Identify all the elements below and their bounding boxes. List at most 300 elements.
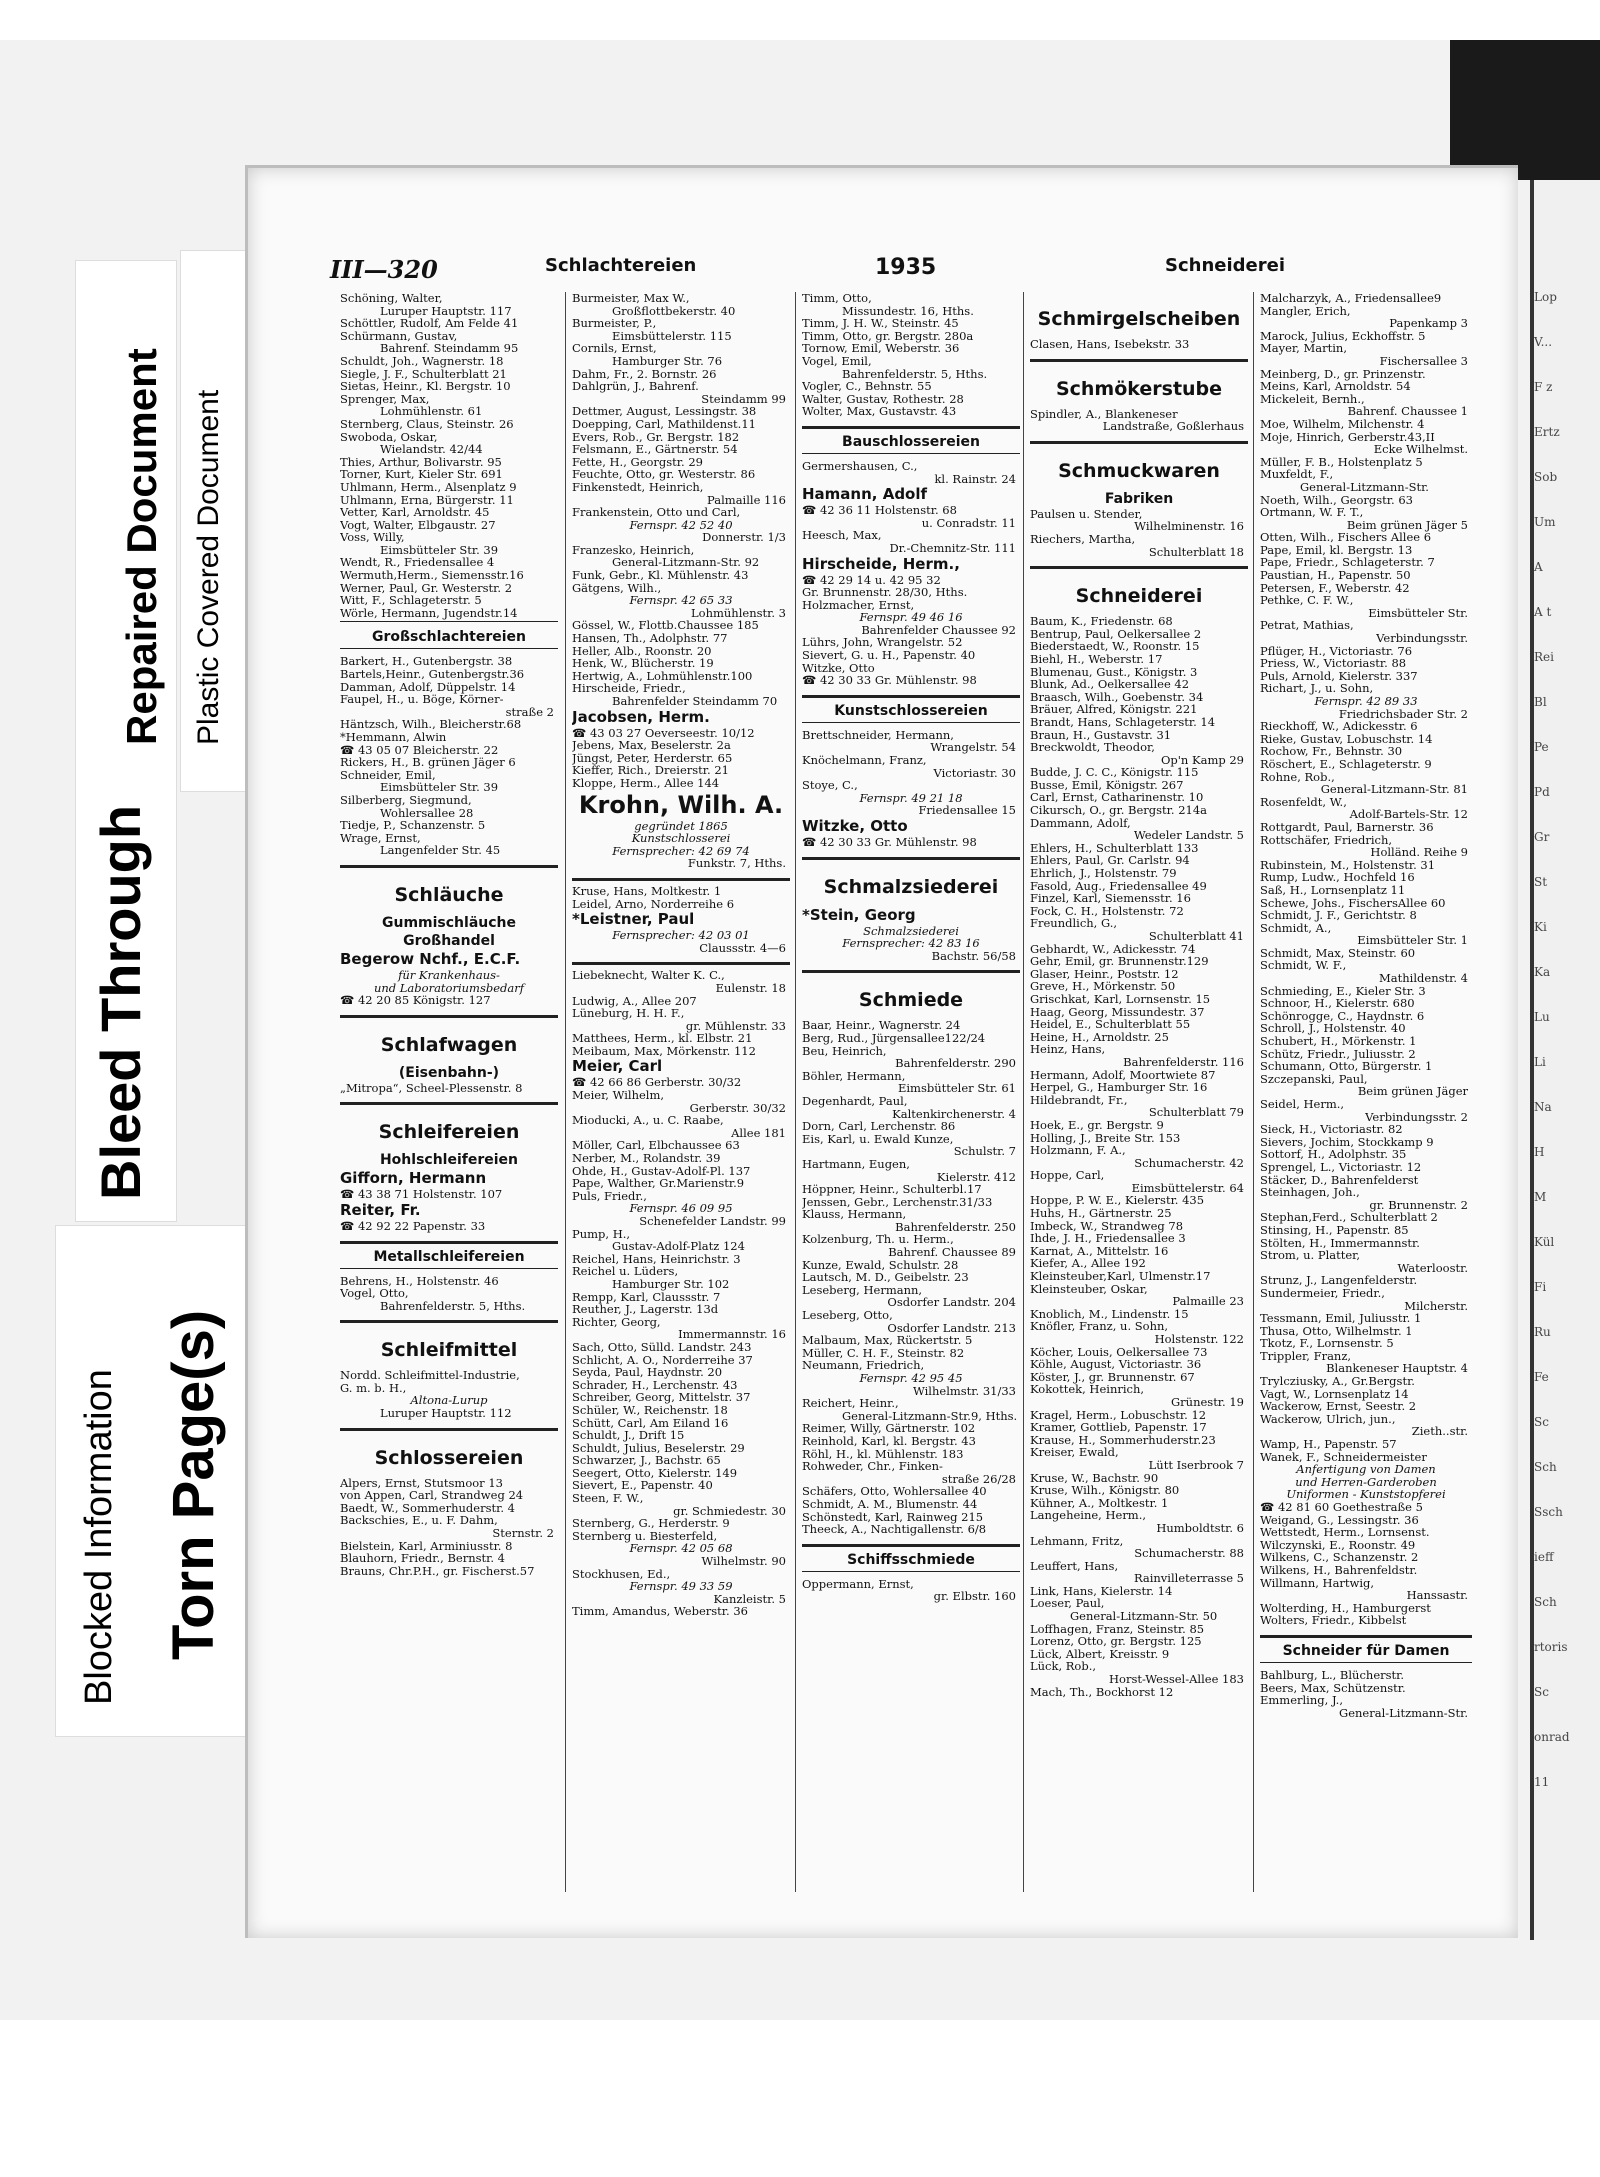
adjacent-page-fragment: rtoris bbox=[1534, 1640, 1568, 1654]
directory-entry: Timm, Otto, bbox=[802, 292, 872, 305]
entry-continuation: Blankeneser Hauptstr. 4 bbox=[1326, 1361, 1468, 1376]
directory-entry: Mioducki, A., u. C. Raabe, bbox=[572, 1113, 724, 1128]
directory-entry: Häntzsch, Wilh., Bleicherstr.68 bbox=[340, 717, 522, 732]
section-thin-rule bbox=[802, 722, 1020, 723]
entry-note: Fernspr. 49 21 18 bbox=[859, 790, 963, 805]
directory-entry: Greve, H., Mörkenstr. 50 bbox=[1030, 979, 1176, 994]
entry-note: Fernspr. 42 65 33 bbox=[629, 593, 733, 608]
entry-continuation: Lütt Iserbrook 7 bbox=[1148, 1457, 1244, 1472]
section-heading: Schmiede bbox=[858, 989, 964, 1012]
header-year: 1935 bbox=[875, 255, 937, 280]
directory-entry: Kieffer, Rich., Dreierstr. 21 bbox=[572, 763, 729, 778]
entry-continuation: Friedensallee 15 bbox=[918, 803, 1016, 818]
entry-note: Fernspr. 46 09 95 bbox=[629, 1201, 733, 1216]
directory-entry: Blauhorn, Friedr., Bernstr. 4 bbox=[340, 1551, 506, 1566]
directory-entry: Pethke, C. F. W., bbox=[1260, 593, 1354, 608]
entry-continuation: Palmaille 23 bbox=[1172, 1294, 1244, 1309]
directory-entry: Leuffert, Hans, bbox=[1030, 1558, 1119, 1573]
directory-entry: Spindler, A., Blankeneser bbox=[1030, 406, 1178, 421]
entry-continuation: Donnerstr. 1/3 bbox=[702, 530, 786, 545]
directory-entry: Rump, Ludw., Hochfeld 16 bbox=[1260, 870, 1415, 885]
section-subheading: Schiffsschmiede bbox=[847, 1551, 975, 1568]
entry-continuation: gr. Elbstr. 160 bbox=[933, 1589, 1016, 1604]
entry-note: und Herren-Garderoben bbox=[1295, 1474, 1437, 1489]
adjacent-page-fragment: Pd bbox=[1534, 785, 1550, 799]
section-rule bbox=[802, 1544, 1020, 1547]
directory-entry: G. m. b. H., bbox=[340, 1380, 407, 1395]
entry-note: und Laboratoriumsbedarf bbox=[373, 980, 525, 995]
directory-entry: Schütt, Carl, Am Eiland 16 bbox=[572, 1415, 729, 1430]
entry-continuation: Victoriastr. 30 bbox=[933, 765, 1016, 780]
adjacent-page-fragment: Sch bbox=[1534, 1460, 1557, 1474]
section-heading: Schneiderei bbox=[1075, 585, 1203, 608]
section-subheading: Großhandel bbox=[403, 932, 495, 949]
directory-entry: Loeser, Paul, bbox=[1030, 1596, 1105, 1611]
directory-entry: Walter, Gustav, Rothestr. 28 bbox=[802, 391, 964, 406]
entry-continuation: Hamburger Str. 76 bbox=[612, 353, 723, 368]
directory-entry: ☎ 43 05 07 Bleicherstr. 22 bbox=[340, 742, 499, 757]
directory-entry: Stäcker, D., Bahrenfelderst bbox=[1260, 1172, 1419, 1187]
directory-entry: Schmidt, A. M., Blumenstr. 44 bbox=[802, 1496, 978, 1511]
entry-continuation: Beim grünen Jäger 5 bbox=[1346, 517, 1468, 532]
directory-entry: Saß, H., Lornsenplatz 11 bbox=[1260, 882, 1406, 897]
adjacent-page-fragment: Pe bbox=[1534, 740, 1549, 754]
directory-entry: Lautsch, M. D., Geibelstr. 23 bbox=[802, 1270, 969, 1285]
entry-continuation: straße 2 bbox=[505, 704, 554, 719]
adjacent-page-fragment: Lu bbox=[1534, 1010, 1550, 1024]
directory-entry: Noeth, Wilh., Georgstr. 63 bbox=[1260, 492, 1413, 507]
section-rule bbox=[340, 1102, 558, 1105]
directory-entry: Sieck, H., Victoriastr. 82 bbox=[1260, 1122, 1403, 1137]
directory-entry: Heesch, Max, bbox=[802, 528, 882, 543]
column-divider bbox=[795, 292, 796, 1892]
entry-note: Kunstschlosserei bbox=[631, 831, 731, 846]
entry-continuation: Wohlersallee 28 bbox=[380, 805, 474, 820]
directory-entry: ☎ 42 81 60 Goethestraße 5 bbox=[1260, 1500, 1423, 1514]
directory-entry: Jüngst, Peter, Herderstr. 65 bbox=[572, 750, 733, 765]
directory-entry: Seyda, Paul, Haydnstr. 20 bbox=[572, 1365, 723, 1380]
directory-entry: Schmidt, A., bbox=[1260, 920, 1332, 935]
directory-entry: Fasold, Aug., Friedensallee 49 bbox=[1030, 878, 1207, 893]
adjacent-page-fragment: Ssch bbox=[1534, 1505, 1563, 1519]
entry-note: Fernspr. 42 05 68 bbox=[629, 1541, 733, 1556]
directory-entry: Rieke, Gustav, Lobuschstr. 14 bbox=[1260, 731, 1433, 746]
directory-entry: Kleinsteuber, Oskar, bbox=[1030, 1281, 1148, 1296]
directory-entry: Sprengel, L., Victoriastr. 12 bbox=[1260, 1159, 1422, 1174]
directory-entry: Voss, Willy, bbox=[340, 530, 405, 545]
entry-continuation: u. Conradstr. 11 bbox=[921, 515, 1016, 530]
entry-continuation: Verbindungsstr. 2 bbox=[1365, 1109, 1468, 1124]
directory-entry: Mickeleit, Bernh., bbox=[1260, 391, 1365, 406]
directory-entry: Richart, J., u. Sohn, bbox=[1260, 681, 1374, 696]
entry-continuation: Sternstr. 2 bbox=[492, 1526, 554, 1541]
directory-entry: Puls, Arnold, Kielerstr. 337 bbox=[1260, 668, 1418, 683]
directory-entry: Riechers, Martha, bbox=[1030, 531, 1136, 546]
directory-entry: Trylcziusky, A., Gr.Bergstr. bbox=[1260, 1374, 1415, 1389]
section-subheading: Schneider für Damen bbox=[1282, 1642, 1450, 1659]
entry-continuation: Grünestr. 19 bbox=[1170, 1394, 1244, 1409]
directory-entry: Rempp, Karl, Claussstr. 7 bbox=[572, 1289, 721, 1304]
directory-entry: ☎ 42 20 85 Königstr. 127 bbox=[340, 993, 491, 1008]
directory-entry: Nordd. Schleifmittel-Industrie, bbox=[340, 1368, 520, 1383]
directory-entry: Timm, Otto, gr. Bergstr. 280a bbox=[802, 328, 974, 343]
directory-entry: Rottgardt, Paul, Barnerstr. 36 bbox=[1260, 819, 1434, 834]
entry-continuation: Kanzleistr. 5 bbox=[713, 1591, 786, 1606]
directory-entry: Malcharzyk, A., Friedensallee9 bbox=[1260, 292, 1442, 305]
directory-entry: Sievert, G. u. H., Papenstr. 40 bbox=[802, 648, 976, 663]
directory-entry: Steen, F. W., bbox=[572, 1491, 644, 1506]
entry-continuation: Kaltenkirchenerstr. 4 bbox=[892, 1106, 1016, 1121]
directory-entry: Baedt, W., Sommerhuderstr. 4 bbox=[340, 1500, 515, 1515]
directory-entry: Thusa, Otto, Wilhelmstr. 1 bbox=[1260, 1323, 1413, 1338]
directory-entry: Siegle, J. F., Schulterblatt 21 bbox=[340, 366, 507, 381]
section-thin-rule bbox=[340, 621, 558, 622]
entry-continuation: Wilhelmstr. 90 bbox=[701, 1554, 786, 1569]
directory-entry: Stockhusen, Ed., bbox=[572, 1566, 671, 1581]
directory-entry: Beu, Heinrich, bbox=[802, 1043, 887, 1058]
directory-entry: Schewe, Johs., FischersAllee 60 bbox=[1260, 895, 1446, 910]
directory-entry: Schmieding, E., Kieler Str. 3 bbox=[1260, 983, 1426, 998]
entry-note: für Krankenhaus- bbox=[398, 967, 500, 982]
directory-entry: Szczepanski, Paul, bbox=[1260, 1071, 1368, 1086]
directory-entry: Ihde, J. H., Friedensallee 3 bbox=[1030, 1231, 1186, 1246]
entry-continuation: Fischersallee 3 bbox=[1379, 353, 1468, 368]
directory-entry: Hirscheide, Friedr., bbox=[572, 681, 686, 696]
section-heading: Schlossereien bbox=[374, 1446, 524, 1469]
advertiser-name: Hirscheide, Herm., bbox=[802, 554, 960, 573]
page-number: III—320 bbox=[330, 255, 438, 284]
directory-entry: Klauss, Hermann, bbox=[802, 1207, 907, 1222]
directory-entry: Witt, F., Schlageterstr. 5 bbox=[340, 593, 482, 608]
directory-entry: Höppner, Heinr., Schulterbl.17 bbox=[802, 1182, 982, 1197]
directory-entry: Clasen, Hans, Isebekstr. 33 bbox=[1030, 337, 1190, 351]
directory-entry: Holzmann, F. A., bbox=[1030, 1143, 1126, 1158]
entry-continuation: Schulterblatt 79 bbox=[1148, 1105, 1244, 1120]
directory-entry: Röhl, H., kl. Mühlenstr. 183 bbox=[802, 1446, 964, 1461]
entry-continuation: Friedrichsbader Str. 2 bbox=[1338, 706, 1468, 721]
directory-column-2 bbox=[572, 292, 790, 1897]
section-rule bbox=[340, 1241, 558, 1244]
directory-entry: Hoppe, Carl, bbox=[1030, 1168, 1105, 1183]
directory-entry: Haag, Georg, Missundestr. 37 bbox=[1030, 1004, 1205, 1019]
entry-continuation: Schulterblatt 41 bbox=[1148, 929, 1244, 943]
directory-entry: Vogler, C., Behnstr. 55 bbox=[802, 379, 932, 394]
directory-entry: Rochow, Fr., Behnstr. 30 bbox=[1260, 744, 1403, 759]
entry-continuation: Bahrenfelderstr. 250 bbox=[895, 1219, 1016, 1234]
directory-entry: Breckwoldt, Theodor, bbox=[1030, 740, 1155, 755]
directory-entry: Beers, Max, Schützenstr. bbox=[1260, 1680, 1406, 1695]
entry-continuation: Großflottbekerstr. 40 bbox=[612, 303, 736, 318]
directory-entry: Reimer, Willy, Gärtnerstr. 102 bbox=[802, 1421, 976, 1436]
directory-entry: Müller, F. B., Holstenplatz 5 bbox=[1260, 454, 1423, 469]
directory-entry: Witzke, Otto bbox=[802, 660, 875, 675]
directory-entry: Leidel, Arno, Norderreihe 6 bbox=[572, 896, 735, 911]
section-heading: Schleifmittel bbox=[380, 1339, 518, 1362]
directory-entry: Sach, Otto, Sülld. Landstr. 243 bbox=[572, 1339, 752, 1354]
section-subheading: (Eisenbahn-) bbox=[398, 1064, 500, 1081]
directory-entry: Evers, Rob., Gr. Bergstr. 182 bbox=[572, 429, 740, 444]
directory-entry: Germershausen, C., bbox=[802, 458, 918, 473]
entry-continuation: Eimsbüttelerstr. 64 bbox=[1131, 1180, 1244, 1195]
directory-entry: Rosenfeldt, W., bbox=[1260, 794, 1347, 809]
entry-note: Anfertigung von Damen bbox=[1296, 1462, 1436, 1477]
directory-entry: Stephan,Ferd., Schulterblatt 2 bbox=[1260, 1210, 1438, 1225]
directory-entry: Bahlburg, L., Blücherstr. bbox=[1260, 1667, 1405, 1682]
entry-continuation: Wilhelminenstr. 16 bbox=[1134, 519, 1244, 534]
entry-continuation: General-Litzmann-Str. bbox=[1339, 1705, 1468, 1720]
directory-entry: Eis, Karl, u. Ewald Kunze, bbox=[802, 1131, 954, 1146]
directory-entry: Uhlmann, Erna, Bürgerstr. 11 bbox=[340, 492, 514, 507]
entry-continuation: Eimsbütteler Str. bbox=[1368, 605, 1468, 620]
directory-entry: Köhle, August, Victoriastr. 36 bbox=[1030, 1357, 1202, 1372]
directory-entry: Hartmann, Eugen, bbox=[802, 1156, 910, 1171]
adjacent-page-fragment: M bbox=[1534, 1190, 1547, 1204]
directory-entry: Dahm, Fr., 2. Bornstr. 26 bbox=[572, 366, 717, 381]
directory-entry: Biehl, H., Weberstr. 17 bbox=[1030, 651, 1163, 666]
directory-entry: Pape, Walther, Gr.Marienstr.9 bbox=[572, 1176, 745, 1191]
entry-continuation: Zieth..str. bbox=[1411, 1424, 1468, 1439]
directory-entry: Franzesko, Heinrich, bbox=[572, 542, 695, 557]
directory-entry: Wolter, Max, Gustavstr. 43 bbox=[802, 404, 957, 419]
directory-entry: Otten, Wilh., Fischers Allee 6 bbox=[1260, 530, 1432, 545]
directory-entry: Willmann, Hartwig, bbox=[1260, 1575, 1375, 1590]
directory-entry: ☎ 42 29 14 u. 42 95 32 bbox=[802, 572, 941, 587]
label-bleed-through: Bleed Through bbox=[89, 804, 152, 1200]
directory-entry: Faupel, H., u. Böge, Körner- bbox=[340, 692, 504, 707]
section-subheading: Fabriken bbox=[1104, 490, 1174, 507]
directory-entry: Finkenstedt, Heinrich, bbox=[572, 479, 704, 494]
directory-entry: Kunze, Ewald, Schulstr. 28 bbox=[802, 1257, 959, 1272]
directory-entry: Pflüger, H., Victoriastr. 76 bbox=[1260, 643, 1413, 658]
adjacent-page-fragment: Sc bbox=[1534, 1415, 1549, 1429]
directory-entry: Gr. Brunnenstr. 28/30, Hths. bbox=[802, 585, 968, 600]
directory-entry: Meibaum, Max, Mörkenstr. 112 bbox=[572, 1043, 756, 1058]
directory-entry: Loffhagen, Franz, Steinstr. 85 bbox=[1030, 1621, 1205, 1636]
directory-entry: Köcher, Louis, Oelkersallee 73 bbox=[1030, 1344, 1208, 1359]
section-rule bbox=[1030, 359, 1248, 362]
directory-entry: Schnoor, H., Kielerstr. 680 bbox=[1260, 996, 1415, 1011]
directory-entry: Schneider, Emil, bbox=[340, 767, 436, 782]
directory-entry: Theeck, A., Nachtigallenstr. 6/8 bbox=[802, 1522, 987, 1537]
directory-entry: ☎ 43 03 27 Oeverseestr. 10/12 bbox=[572, 725, 755, 740]
entry-continuation: Wedeler Landstr. 5 bbox=[1133, 828, 1244, 843]
entry-continuation: Bahrenfelderstr. 5, Hths. bbox=[380, 1298, 526, 1313]
section-rule bbox=[340, 1428, 558, 1431]
directory-entry: Kruse, Hans, Moltkestr. 1 bbox=[572, 883, 722, 898]
directory-entry: Lüneburg, H. H. F., bbox=[572, 1006, 685, 1021]
section-heading: Schmökerstube bbox=[1055, 377, 1223, 400]
adjacent-page-fragment: F z bbox=[1534, 380, 1553, 394]
directory-entry: Ludwig, A., Allee 207 bbox=[572, 993, 697, 1008]
advertiser-name: Witzke, Otto bbox=[802, 817, 908, 835]
directory-entry: Kruse, Wilh., Königstr. 80 bbox=[1030, 1483, 1180, 1498]
directory-entry: Ehlers, H., Schulterblatt 133 bbox=[1030, 840, 1199, 855]
directory-column-4 bbox=[1030, 292, 1248, 1897]
directory-entry: Liebeknecht, Walter K. C., bbox=[572, 968, 725, 983]
directory-entry: Rubinstein, M., Holstenstr. 31 bbox=[1260, 857, 1436, 872]
directory-entry: Schuldt, Julius, Beselerstr. 29 bbox=[572, 1440, 745, 1455]
adjacent-page-fragment: A t bbox=[1534, 605, 1552, 619]
directory-entry: Dahlgrün, J., Bahrenf. bbox=[572, 379, 699, 394]
directory-entry: Wolterding, H., Hamburgerst bbox=[1260, 1600, 1431, 1615]
section-rule bbox=[572, 878, 790, 881]
adjacent-page-edge bbox=[1530, 180, 1600, 1940]
section-heading: Schmirgelscheiben bbox=[1037, 308, 1241, 330]
directory-entry: Moe, Wilhelm, Milchenstr. 4 bbox=[1260, 416, 1425, 431]
adjacent-page-fragment: V... bbox=[1534, 335, 1553, 349]
advertiser-name: *Stein, Georg bbox=[802, 905, 916, 924]
directory-entry: Schumann, Otto, Bürgerstr. 1 bbox=[1260, 1059, 1433, 1074]
entry-continuation: Hanssastr. bbox=[1406, 1588, 1468, 1603]
directory-entry: Hildebrandt, Fr., bbox=[1030, 1092, 1128, 1107]
directory-entry: Damman, Adolf, Düppelstr. 14 bbox=[340, 679, 516, 694]
directory-entry: Behrens, H., Holstenstr. 46 bbox=[340, 1273, 499, 1288]
directory-entry: Sievers, Jochim, Stockkamp 9 bbox=[1260, 1134, 1434, 1149]
directory-entry: Dettmer, August, Lessingstr. 38 bbox=[572, 404, 757, 419]
entry-continuation: Verbindungsstr. bbox=[1376, 631, 1468, 646]
directory-entry: Kragel, Herm., Lobuschstr. 12 bbox=[1030, 1407, 1207, 1422]
directory-entry: Werner, Paul, Gr. Westerstr. 2 bbox=[340, 580, 513, 595]
directory-entry: Strom, u. Platter, bbox=[1260, 1248, 1361, 1263]
directory-entry: Leseberg, Otto, bbox=[802, 1308, 893, 1323]
entry-continuation: Bahrenfelder Steindamm 70 bbox=[612, 694, 778, 708]
directory-entry: Timm, Amandus, Weberstr. 36 bbox=[572, 1604, 748, 1619]
entry-continuation: Rainvilleterrasse 5 bbox=[1133, 1571, 1244, 1586]
directory-entry: Böhler, Hermann, bbox=[802, 1068, 906, 1083]
section-rule bbox=[802, 970, 1020, 973]
directory-entry: Henk, W., Blücherstr. 19 bbox=[572, 656, 714, 671]
entry-continuation: Papenkamp 3 bbox=[1389, 316, 1468, 331]
directory-entry: Karnat, A., Mittelstr. 16 bbox=[1030, 1243, 1169, 1258]
entry-continuation: General-Litzmann-Str.9, Hths. bbox=[842, 1408, 1018, 1423]
directory-entry: Schäfers, Otto, Wohlersallee 40 bbox=[802, 1484, 987, 1499]
entry-continuation: Steindamm 99 bbox=[701, 391, 786, 406]
entry-continuation: Eimsbütteler Str. 1 bbox=[1357, 933, 1468, 948]
directory-entry: Schmidt, J. F., Gerichtstr. 8 bbox=[1260, 908, 1417, 923]
entry-continuation: Milcherstr. bbox=[1404, 1298, 1468, 1313]
directory-entry: Schönstedt, Karl, Rainweg 215 bbox=[802, 1509, 984, 1524]
directory-entry: Knöchelmann, Franz, bbox=[802, 753, 927, 768]
directory-entry: Mangler, Erich, bbox=[1260, 303, 1351, 318]
directory-entry: Emmerling, J., bbox=[1260, 1693, 1343, 1708]
directory-entry: Kolzenburg, Th. u. Herm., bbox=[802, 1232, 954, 1247]
adjacent-page-fragment: Ertz bbox=[1534, 425, 1560, 439]
directory-entry: Wrage, Ernst, bbox=[340, 830, 421, 845]
directory-entry: Tessmann, Emil, Juliusstr. 1 bbox=[1260, 1311, 1422, 1326]
directory-entry: Barkert, H., Gutenbergstr. 38 bbox=[340, 654, 513, 669]
directory-entry: Dorn, Carl, Lerchenstr. 86 bbox=[802, 1119, 956, 1134]
directory-entry: Mach, Th., Bockhorst 12 bbox=[1030, 1684, 1174, 1699]
directory-entry: Reichel, Hans, Heinrichstr. 3 bbox=[572, 1251, 741, 1266]
directory-entry: Knöfler, Franz, u. Sohn, bbox=[1030, 1319, 1169, 1334]
directory-entry: Felsmann, E., Gärtnerstr. 54 bbox=[572, 442, 738, 457]
adjacent-page-fragment: Fe bbox=[1534, 1370, 1549, 1384]
directory-entry: Rickers, H., B. grünen Jäger 6 bbox=[340, 755, 516, 770]
entry-continuation: Wilhelmstr. 31/33 bbox=[913, 1383, 1016, 1398]
entry-continuation: gr. Schmiedestr. 30 bbox=[673, 1503, 786, 1518]
directory-entry: Vogel, Otto, bbox=[340, 1286, 409, 1301]
entry-continuation: Schumacherstr. 42 bbox=[1134, 1155, 1244, 1170]
advertiser-name: *Leistner, Paul bbox=[572, 910, 695, 929]
entry-continuation: Eulenstr. 18 bbox=[715, 980, 786, 995]
column-divider bbox=[1023, 292, 1024, 1892]
section-subheading: Metallschleifereien bbox=[373, 1248, 525, 1265]
section-heading: Schmalzsiederei bbox=[823, 875, 999, 898]
directory-entry: Lehmann, Fritz, bbox=[1030, 1533, 1124, 1548]
directory-entry: Torner, Kurt, Kieler Str. 691 bbox=[340, 467, 503, 482]
column-divider bbox=[1253, 292, 1254, 1892]
entry-continuation: Holstenstr. 122 bbox=[1154, 1332, 1244, 1346]
entry-note: Fernspr. 49 46 16 bbox=[859, 610, 963, 625]
directory-entry: Huhs, H., Gärtnerstr. 25 bbox=[1030, 1206, 1172, 1221]
directory-entry: Reichel u. Lüders, bbox=[572, 1264, 679, 1279]
directory-entry: Glaser, Heinr., Poststr. 12 bbox=[1030, 966, 1179, 981]
adjacent-page-fragment: Na bbox=[1534, 1100, 1552, 1114]
directory-entry: Ehrlich, J., Holstenstr. 79 bbox=[1030, 866, 1177, 881]
entry-continuation: Allee 181 bbox=[731, 1125, 786, 1140]
entry-continuation: General-Litzmann-Str. bbox=[1300, 479, 1429, 494]
directory-entry: Reinhold, Karl, kl. Bergstr. 43 bbox=[802, 1433, 976, 1448]
directory-entry: Hoek, E., gr. Bergstr. 9 bbox=[1030, 1117, 1164, 1132]
directory-entry: Baum, K., Friedenstr. 68 bbox=[1030, 614, 1173, 629]
entry-continuation: Humboldtstr. 6 bbox=[1156, 1520, 1244, 1535]
entry-continuation: Waterloostr. bbox=[1397, 1260, 1468, 1275]
advertiser-name: Begerow Nchf., E.C.F. bbox=[340, 949, 521, 968]
directory-entry: Ehlers, Paul, Gr. Carlstr. 94 bbox=[1030, 853, 1190, 868]
directory-entry: Lührs, John, Wrangelstr. 52 bbox=[802, 635, 963, 650]
directory-entry: Pape, Friedr., Schlageterstr. 7 bbox=[1260, 555, 1435, 570]
directory-entry: Weigand, G., Lessingstr. 36 bbox=[1260, 1512, 1419, 1527]
directory-entry: Wilkens, H., Bahrenfeldstr. bbox=[1260, 1562, 1418, 1577]
adjacent-page-fragment: Sch bbox=[1534, 1595, 1557, 1609]
adjacent-page-fragment: Kül bbox=[1534, 1235, 1555, 1249]
entry-continuation: Immermannstr. 16 bbox=[678, 1327, 786, 1342]
section-rule bbox=[1030, 441, 1248, 444]
directory-entry: Biederstaedt, W., Roonstr. 15 bbox=[1030, 639, 1200, 654]
directory-entry: Lück, Rob., bbox=[1030, 1659, 1097, 1674]
directory-entry: Schuldt, Joh., Wagnerstr. 18 bbox=[340, 353, 504, 368]
entry-note: Fernsprecher: 42 69 74 bbox=[612, 843, 750, 858]
directory-entry: Herpel, G., Hamburger Str. 16 bbox=[1030, 1080, 1208, 1095]
directory-entry: Trippler, Franz, bbox=[1260, 1348, 1352, 1363]
entry-continuation: Kielerstr. 412 bbox=[936, 1169, 1016, 1184]
advertiser-name: Krohn, Wilh. A. bbox=[578, 790, 784, 819]
directory-entry: Seidel, Herm., bbox=[1260, 1097, 1345, 1111]
label-blocked-information: Blocked Information bbox=[78, 1369, 120, 1705]
adjacent-page-fragment: Li bbox=[1534, 1055, 1546, 1069]
directory-entry: Cikursch, O., gr. Bergstr. 214a bbox=[1030, 803, 1208, 818]
entry-continuation: Bahrenf. Chaussee 89 bbox=[888, 1245, 1016, 1260]
section-heading: Schlafwagen bbox=[380, 1033, 518, 1056]
entry-note: Fernspr. 49 33 59 bbox=[629, 1579, 733, 1594]
directory-entry: Fock, C. H., Holstenstr. 72 bbox=[1030, 903, 1184, 918]
directory-entry: Wörle, Hermann, Jugendstr.14 bbox=[340, 605, 518, 620]
directory-entry: Cornils, Ernst, bbox=[572, 341, 657, 356]
entry-continuation: Lohmühlenstr. 3 bbox=[691, 605, 786, 620]
directory-entry: Hoppe, P. W. E., Kielerstr. 435 bbox=[1030, 1193, 1205, 1208]
entry-continuation: Bahrenfelderstr. 290 bbox=[895, 1056, 1016, 1071]
directory-entry: Alpers, Ernst, Stutsmoor 13 bbox=[340, 1475, 503, 1490]
entry-continuation: Holländ. Reihe 9 bbox=[1370, 845, 1468, 860]
directory-entry: Kramer, Gottlieb, Papenstr. 17 bbox=[1030, 1420, 1207, 1435]
directory-entry: Wilkens, C., Schanzenstr. 2 bbox=[1260, 1550, 1419, 1565]
directory-entry: Möller, Carl, Elbchaussee 63 bbox=[572, 1138, 740, 1153]
adjacent-page-fragment: Bl bbox=[1534, 695, 1547, 709]
directory-entry: Brettschneider, Hermann, bbox=[802, 727, 954, 742]
directory-entry: Bentrup, Paul, Oelkersallee 2 bbox=[1030, 626, 1202, 641]
advertiser-name: Hamann, Adolf bbox=[802, 485, 928, 504]
directory-entry: Schürmann, Gustav, bbox=[340, 328, 458, 343]
